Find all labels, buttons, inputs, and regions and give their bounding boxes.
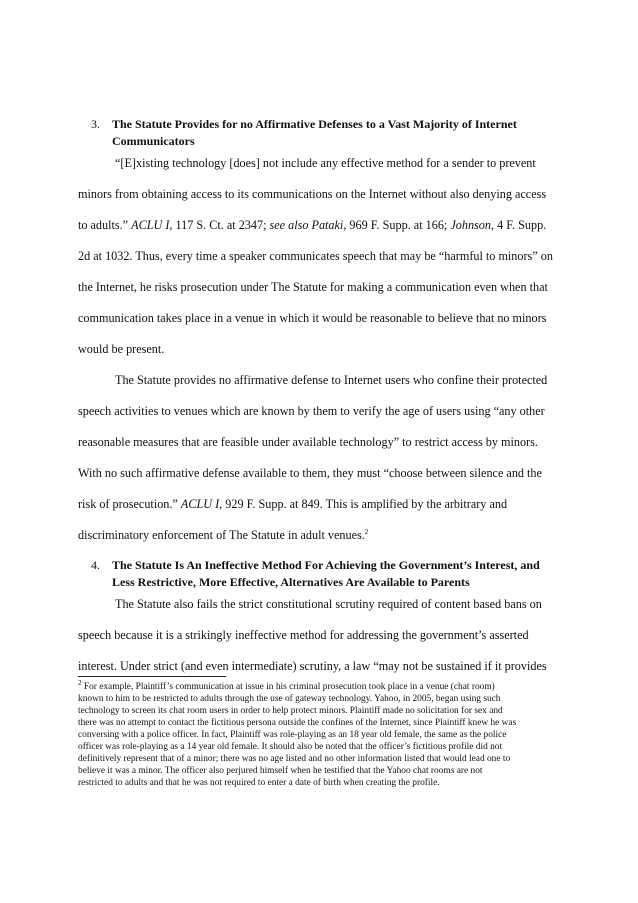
paragraph-line: discriminatory enforcement of The Statute in adult venues.$^2$	[78, 527, 369, 542]
paragraph-line: risk of prosecution.” ACLU I, 929 F. Supp. at 849. This is amplified by the arbitrary and	[78, 497, 508, 511]
paragraph-line: would be present.	[78, 342, 165, 356]
paragraph-line: communication takes place in a venue in which it would be reasonable to believe that no minors	[78, 311, 547, 325]
footnote-line: technology to screen its chat room users in order to help protect minors. Plaintiff made no solicitation for sex and	[78, 706, 503, 716]
case-citation: ACLU I	[131, 218, 170, 232]
footnote-line: definitively represent that of a minor; there was no age listed and no other information listed that would lead one to	[78, 754, 511, 764]
paragraph-line: to adults.” ACLU I, 117 S. Ct. at 2347; see also Pataki, 969 F. Supp. at 166; Johnson, 4 F. Supp.	[78, 218, 547, 232]
paragraph-line: The Statute provides no affirmative defense to Internet users who confine their protected	[115, 373, 548, 387]
paragraph-line: the Internet, he risks prosecution under The Statute for making a communication even when that	[78, 280, 548, 294]
paragraph-line: interest. Under strict (and even intermediate) scrutiny, a law “may not be sustained if it provides	[78, 659, 547, 673]
paragraph-line: speech because it is a strikingly ineffective method for addressing the government’s asserted	[78, 628, 529, 642]
paragraph-line: The Statute also fails the strict constitutional scrutiny required of content based bans on	[115, 597, 542, 611]
footnote-line: there was no attempt to contact the fictitious persona outside the confines of the Internet, since Plaintiff knew he was	[78, 718, 517, 728]
footnote-marker: 2	[78, 678, 82, 687]
section-number: 4.	[91, 558, 100, 572]
paragraph-line: With no such affirmative defense available to them, they must “choose between silence and the	[78, 466, 542, 480]
footnote-line: restricted to adults and that he was not required to enter a date of birth when creating the profile.	[78, 778, 440, 788]
paragraph-line: speech activities to venues which are known by them to verify the age of users using “any other	[78, 404, 545, 418]
section-title-line: Communicators	[112, 134, 195, 148]
case-citation: Johnson	[450, 218, 491, 232]
footnote-line: believe it was a minor. The officer also perjured himself when he testified that the Yahoo chat rooms are not	[78, 766, 483, 776]
footnote-line: known to him to be restricted to adults through the use of gateway technology. Yahoo, in 2005, began using such	[78, 694, 501, 704]
section-title-line: Less Restrictive, More Effective, Alternatives Are Available to Parents	[112, 575, 470, 589]
footnote-separator	[78, 676, 226, 677]
section-title-line: The Statute Provides for no Affirmative Defenses to a Vast Majority of Internet	[112, 117, 517, 131]
case-citation: ACLU I	[180, 497, 220, 511]
paragraph-line: 2d at 1032. Thus, every time a speaker communicates speech that may be “harmful to minors” on	[78, 249, 553, 263]
section-number: 3.	[91, 117, 100, 131]
section-title-line: The Statute Is An Ineffective Method For Achieving the Government’s Interest, and	[112, 558, 540, 572]
paragraph-line: minors from obtaining access to its communications on the Internet without also denying access	[78, 187, 547, 201]
footnote-line: conversing with a police officer. In fact, Plaintiff was role-playing as an 18 year old female, the same as the police	[78, 730, 507, 740]
footnote-reference[interactable]: 2	[364, 527, 369, 536]
paragraph-line: reasonable measures that are feasible under available technology” to restrict access by minors.	[78, 435, 538, 449]
paragraph-line: “[E]xisting technology [does] not include any effective method for a sender to prevent	[115, 156, 536, 170]
footnote-line: $^2$ For example, Plaintiff’s communication at issue in his criminal prosecution took place in a venue (chat room)	[78, 678, 495, 692]
case-citation: see also Pataki	[269, 218, 344, 232]
footnote-line: officer was role-playing as a 14 year old female. It should also be noted that the officer’s fictitious profile did not	[78, 742, 503, 752]
